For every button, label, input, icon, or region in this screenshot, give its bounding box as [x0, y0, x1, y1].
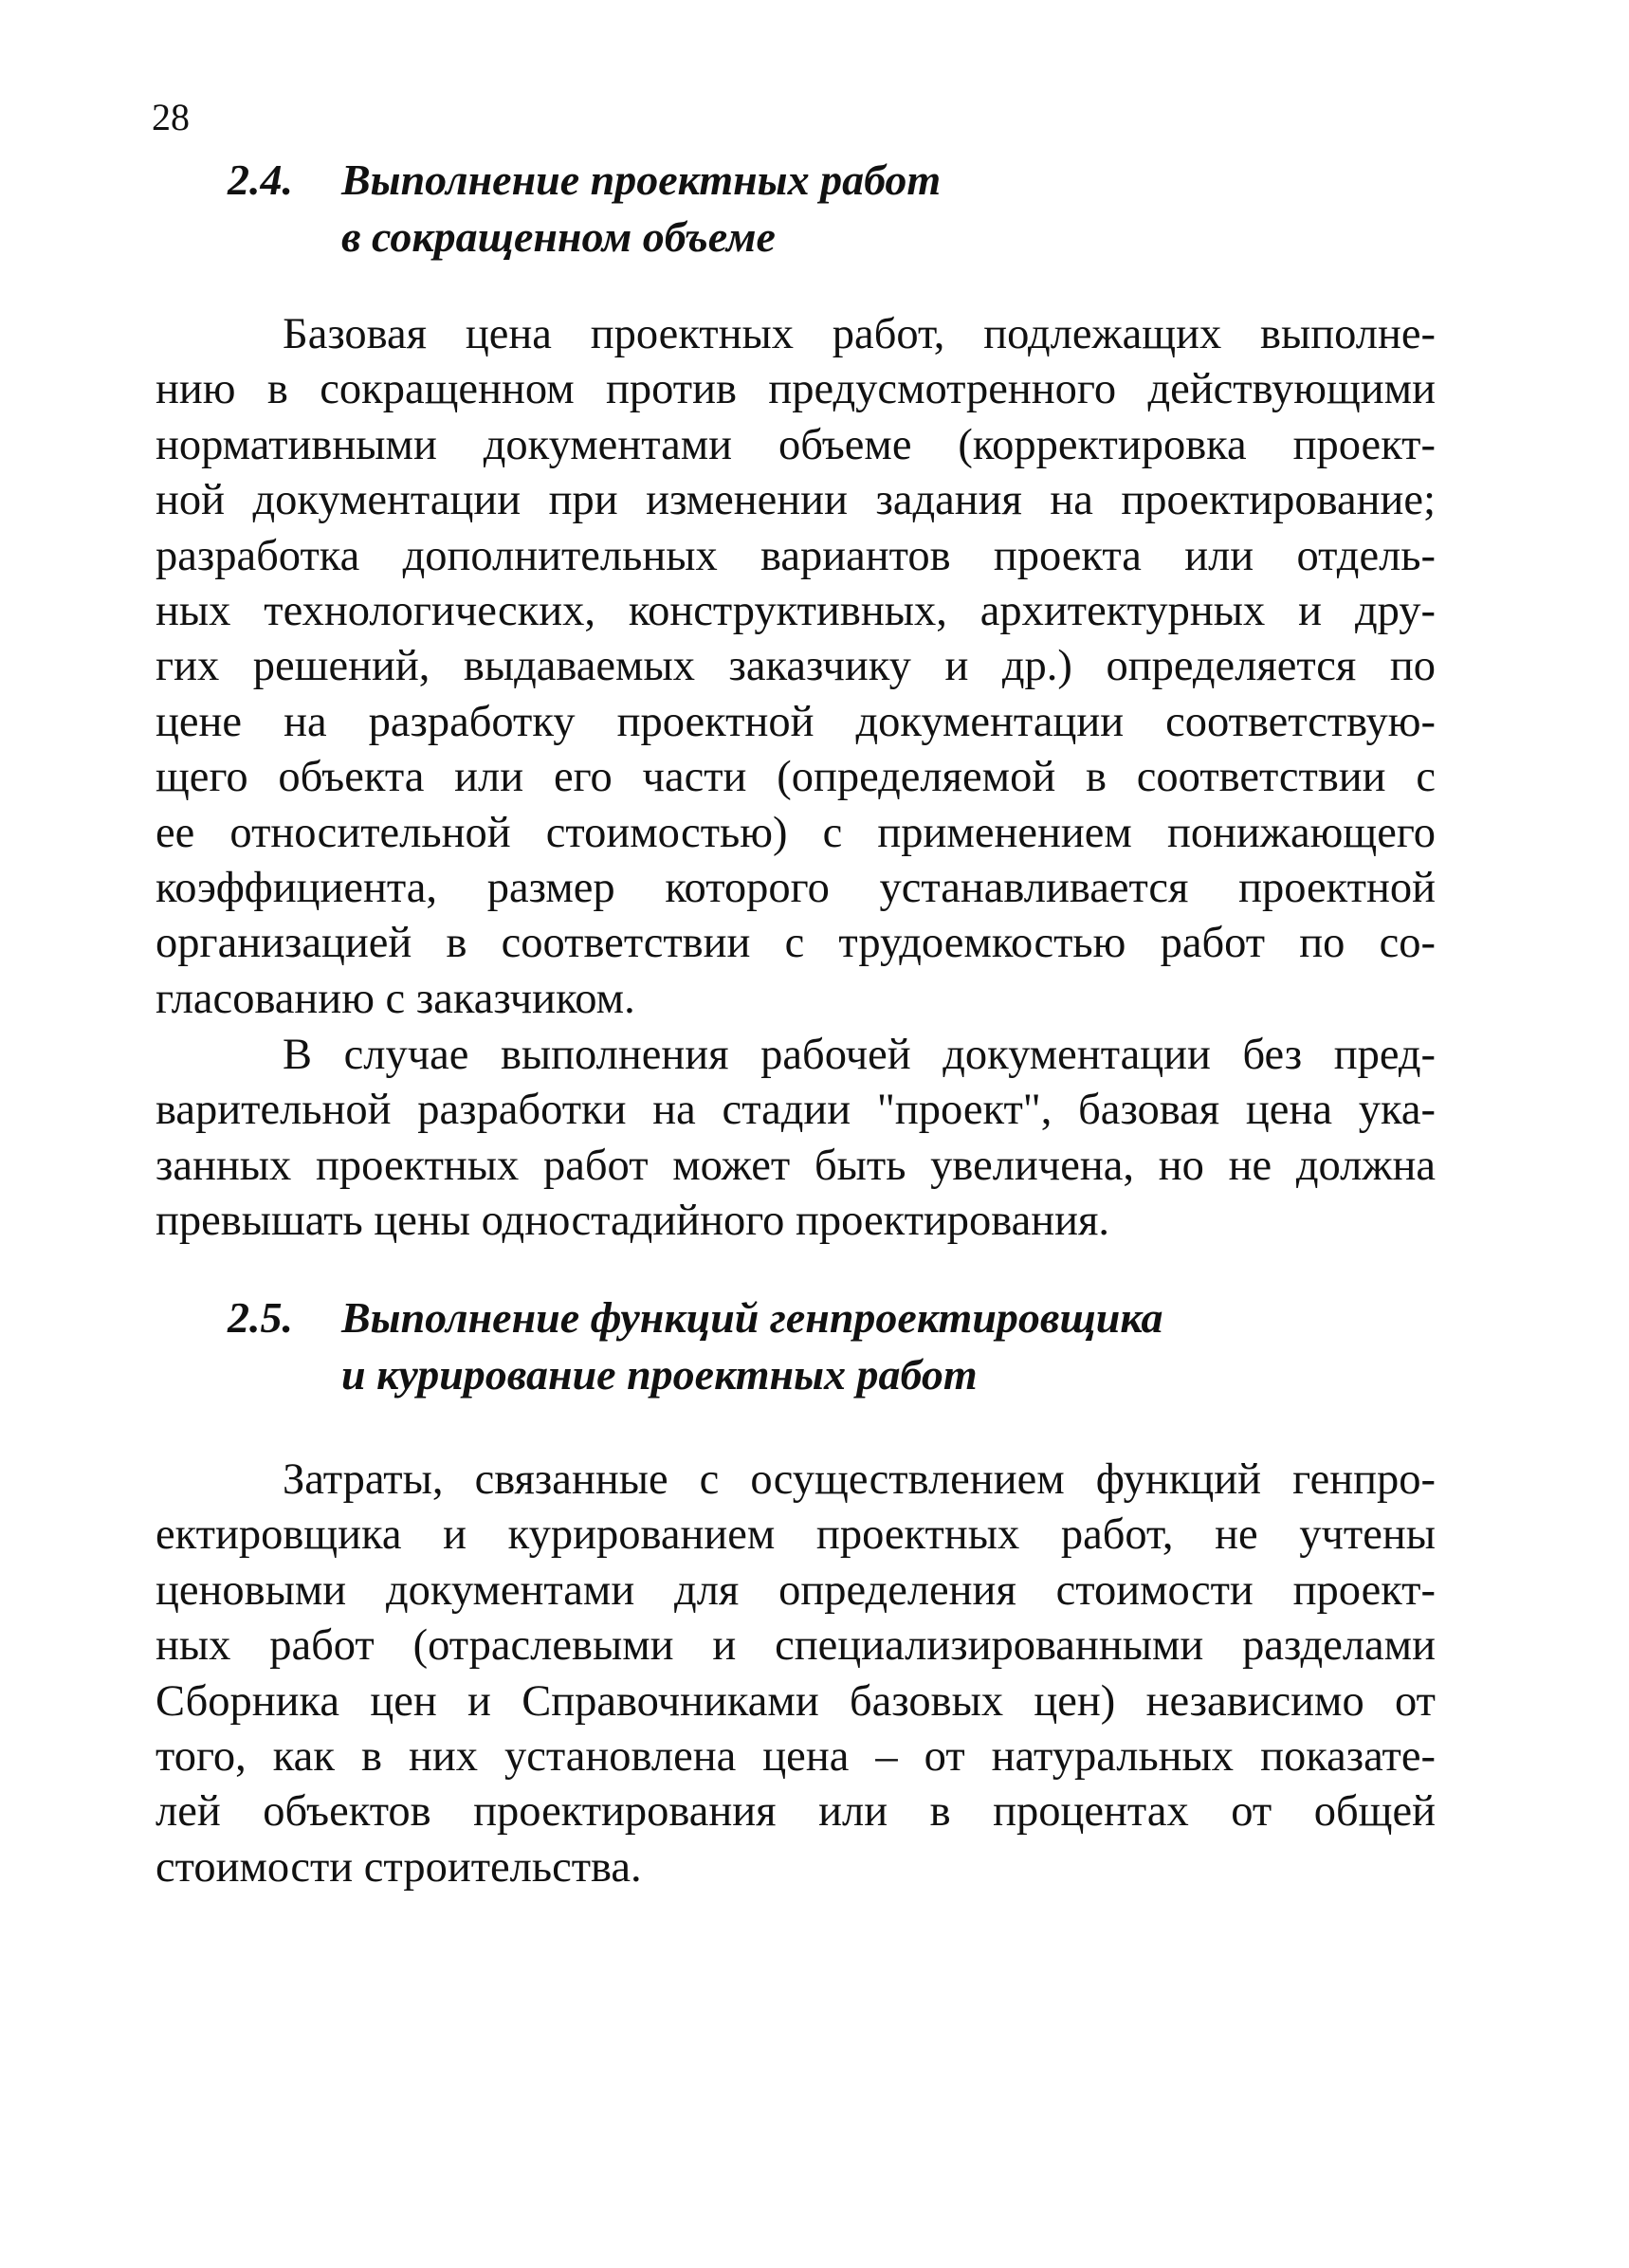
page-number: 28 — [152, 96, 190, 138]
text-line: того, как в них установлена цена – от натуральных показате- — [156, 1732, 1436, 1782]
text-line: ных работ (отраслевыми и специализированными разделами — [156, 1621, 1436, 1671]
text-line: ных технологических, конструктивных, архитектурных и дру- — [156, 587, 1436, 636]
section-title-line-1: Выполнение функций генпроектировщика — [341, 1293, 1163, 1342]
section-title-line-2: в сокращенном объеме — [341, 212, 776, 261]
text-line: нормативными документами объеме (корректировка проект- — [156, 420, 1436, 469]
paragraph-2-4-2 — [156, 1028, 1436, 1250]
text-line: Базовая цена проектных работ, подлежащих выполне- — [283, 310, 1436, 358]
text-line: Затраты, связанные с осуществлением функций генпро- — [283, 1455, 1436, 1504]
text-line: занных проектных работ может быть увеличена, но не должна — [156, 1141, 1436, 1190]
text-line: ной документации при изменении задания на проектирование; — [156, 476, 1436, 525]
text-line: организацией в соответствии с трудоемкостью работ по со- — [156, 919, 1436, 968]
text-line: лей объектов проектирования или в процентах от общей — [156, 1787, 1436, 1837]
text-line: превышать цены одностадийного проектирования. — [156, 1197, 1110, 1246]
section-title-line-1: Выполнение проектных работ — [341, 155, 942, 204]
section-heading-2-5 — [228, 1289, 1163, 1403]
text-line: ее относительной стоимостью) с применением понижающего — [156, 808, 1436, 857]
paragraph-2-4-1 — [156, 307, 1436, 1027]
text-line: разработка дополнительных вариантов проекта или отдель- — [156, 531, 1436, 580]
text-line: гласованию с заказчиком. — [156, 974, 635, 1023]
text-line: коэффициента, размер которого устанавливается проектной — [156, 864, 1436, 913]
text-line: щего объекта или его части (определяемой в соответствии с — [156, 753, 1436, 802]
paragraph-2-5-1 — [156, 1453, 1436, 1895]
text-line: стоимости строительства. — [156, 1842, 642, 1892]
text-line: варительной разработки на стадии "проект", базовая цена ука- — [156, 1086, 1436, 1135]
text-line: ектировщика и курированием проектных работ, не учтены — [156, 1510, 1436, 1560]
text-line: ценовыми документами для определения стоимости проект- — [156, 1565, 1436, 1615]
text-line: В случае выполнения рабочей документации без пред- — [283, 1031, 1436, 1079]
text-line: нию в сокращенном против предусмотренного действующими — [156, 365, 1436, 414]
text-line: гих решений, выдаваемых заказчику и др.) определяется по — [156, 642, 1436, 691]
section-number: 2.5. — [228, 1293, 293, 1342]
section-heading-2-4 — [228, 152, 941, 265]
section-title-line-2: и курирование проектных работ — [341, 1350, 978, 1399]
section-number: 2.4. — [228, 155, 293, 204]
text-line: цене на разработку проектной документации соответствую- — [156, 697, 1436, 746]
text-line: Сборника цен и Справочниками базовых цен) независимо от — [156, 1676, 1436, 1726]
